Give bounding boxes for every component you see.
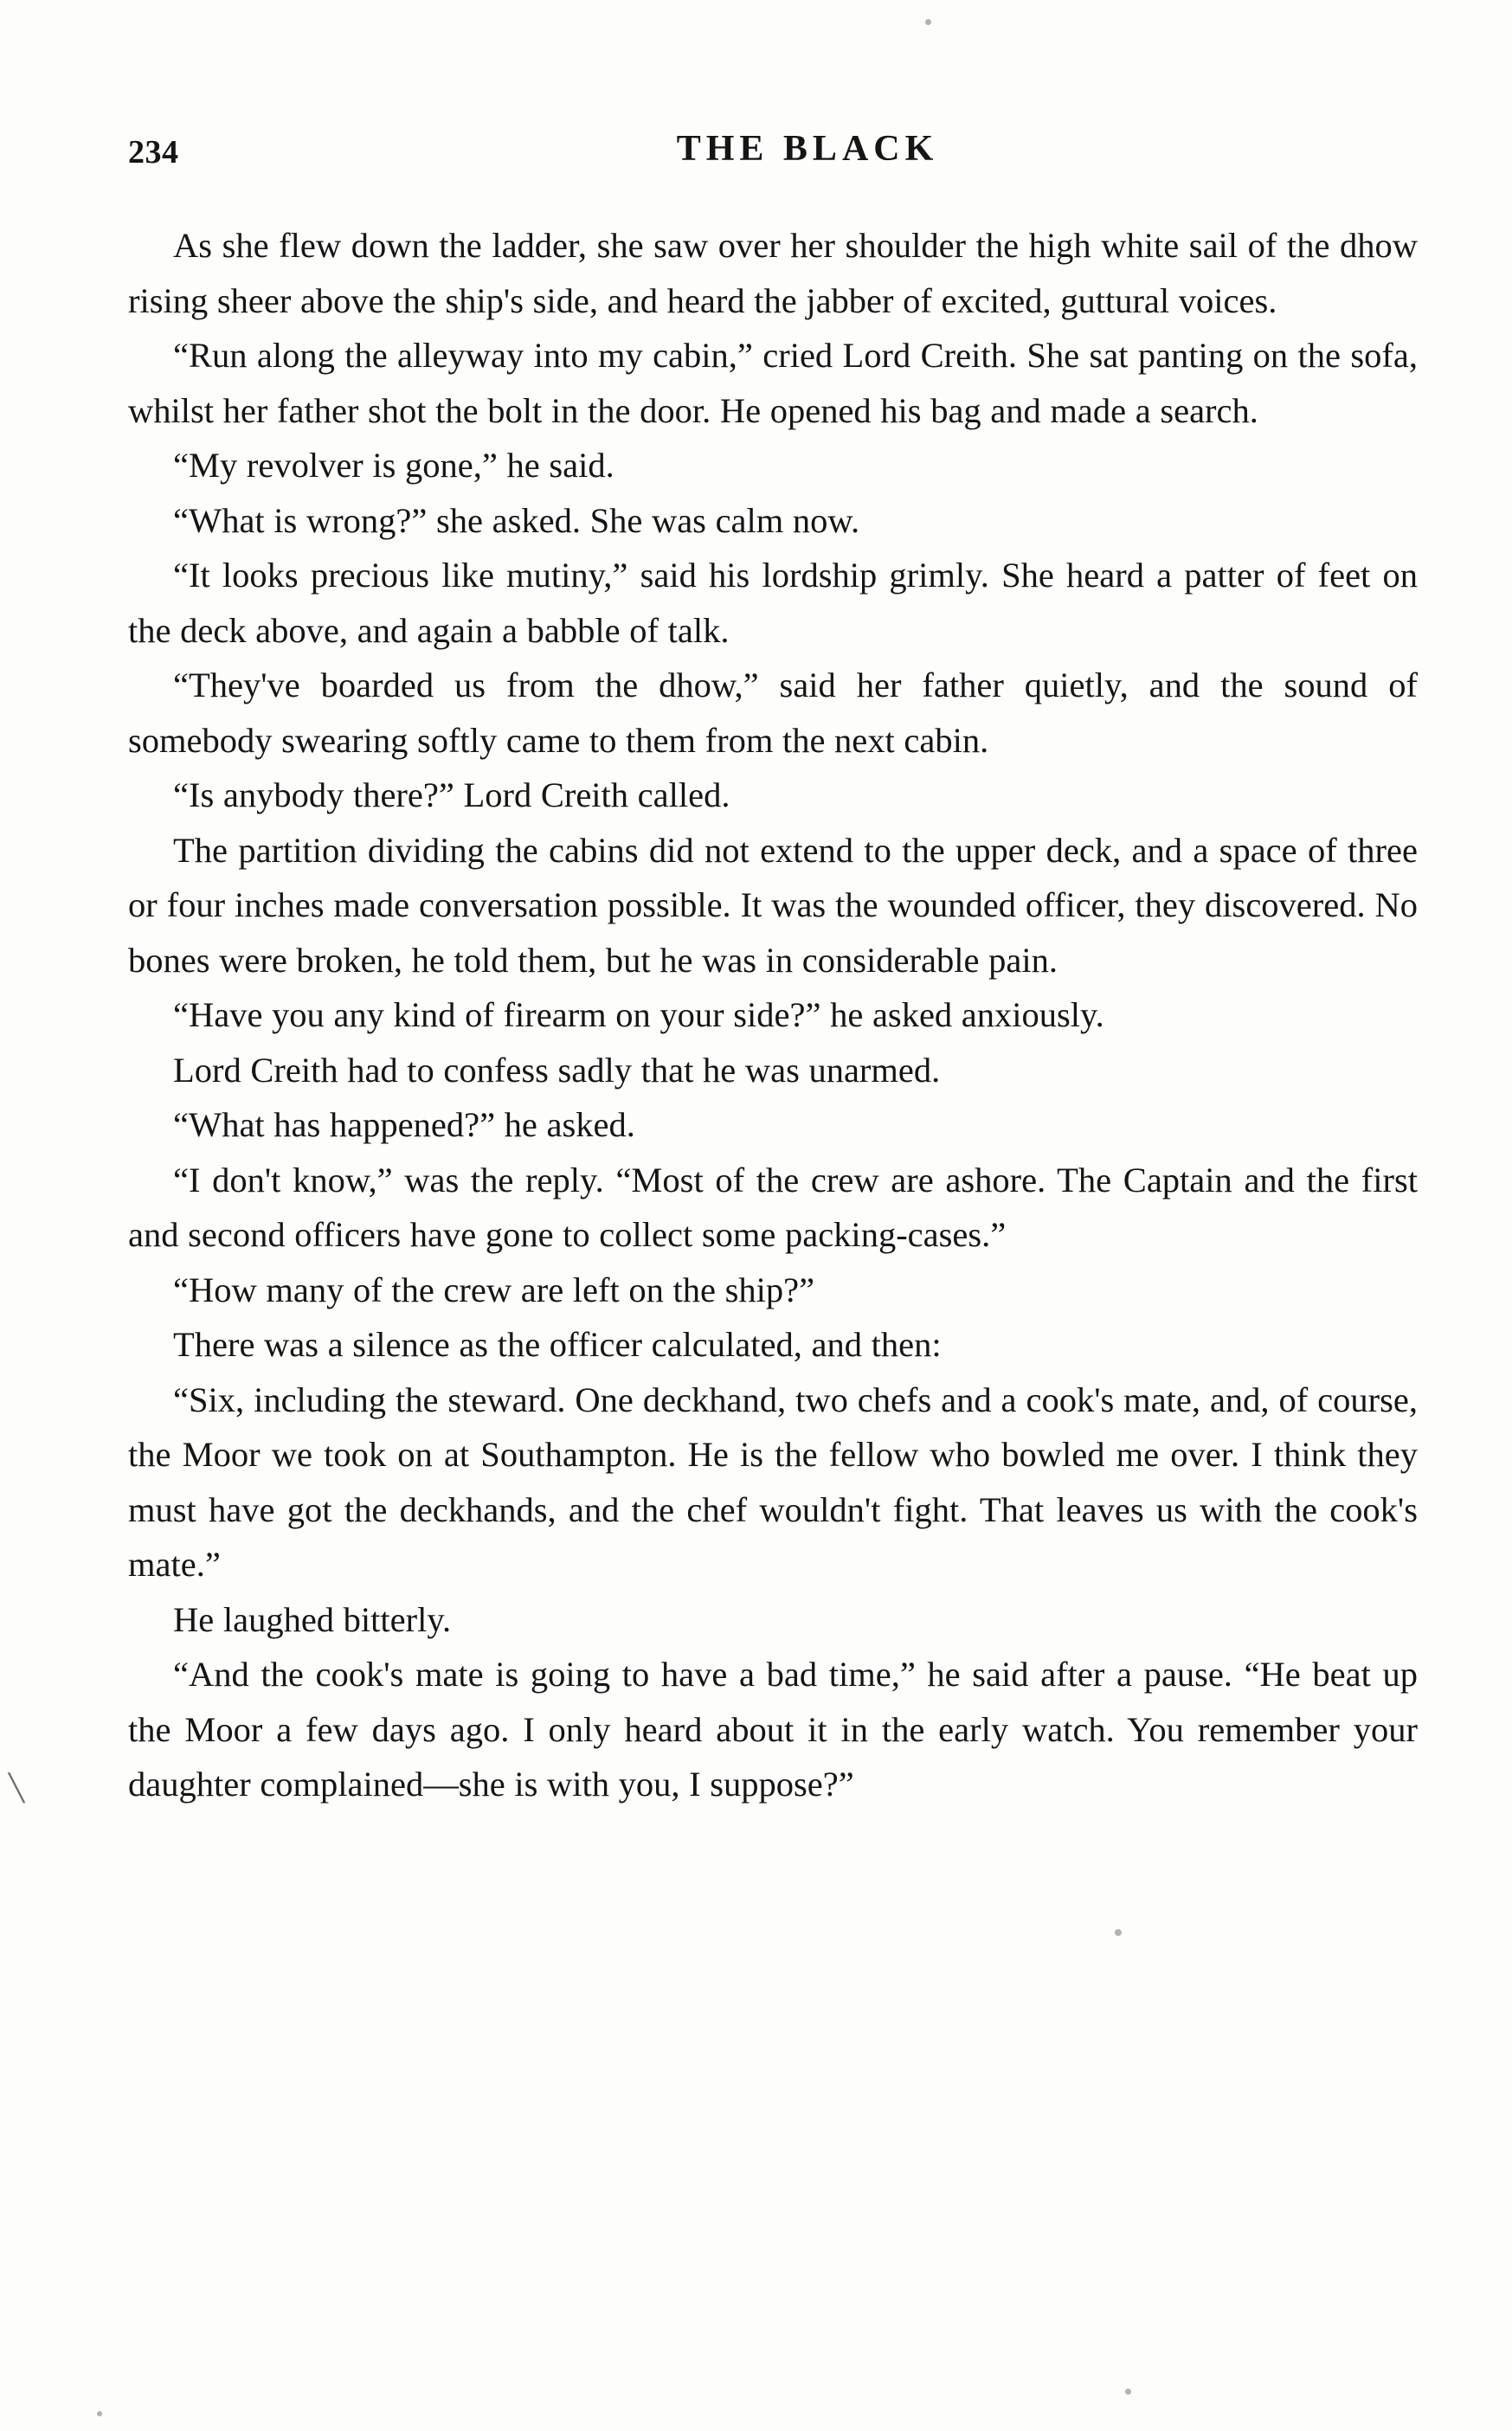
paragraph: “Have you any kind of firearm on your side?” he asked anxiously.	[173, 995, 1104, 1034]
page-speck	[97, 2411, 102, 2416]
margin-tick-mark: ╲	[9, 1774, 25, 1803]
paragraph: “Is anybody there?” Lord Creith called.	[173, 775, 730, 814]
paragraph: “How many of the crew are left on the ship?”	[173, 1270, 815, 1309]
paragraph: “And the cook's mate is going to have a bad time,” he said after a pause. “He beat up the Moor a few days ago. I only heard about it in the early watch. You remember your daughter complained—she is with you, I suppose?”	[128, 1655, 1418, 1804]
paragraph: “It looks precious like mutiny,” said his lordship grimly. She heard a patter of feet on the deck above, and again a babble of talk.	[128, 556, 1418, 650]
page-speck	[925, 19, 931, 25]
paragraph: Lord Creith had to confess sadly that he was unarmed.	[173, 1050, 941, 1090]
page-speck	[1125, 2389, 1131, 2395]
page-number: 234	[128, 134, 179, 170]
paragraph: He laughed bitterly.	[173, 1599, 452, 1639]
page-header	[128, 104, 1418, 187]
paragraph: “They've boarded us from the dhow,” said her father quietly, and the sound of somebody swearing softly came to them from the next cabin.	[128, 666, 1418, 760]
paragraph: There was a silence as the officer calculated, and then:	[173, 1325, 942, 1364]
paragraph: As she flew down the ladder, she saw over her shoulder the high white sail of the dhow rising sheer above the ship's side, and heard the jabber of excited, guttural voices.	[128, 226, 1418, 320]
running-head-title: THE BLACK	[676, 129, 939, 169]
paragraph: The partition dividing the cabins did not extend to the upper deck, and a space of three or four inches made conversation possible. It was the wounded officer, they discovered. No bones were broken, he told them, but he was in considerable pain.	[128, 830, 1418, 980]
page-speck	[1115, 1929, 1122, 1936]
paragraph: “What is wrong?” she asked. She was calm now.	[173, 500, 860, 540]
paragraph: “What has happened?” he asked.	[173, 1105, 635, 1144]
page-body	[128, 218, 1418, 1812]
paragraph: “I don't know,” was the reply. “Most of the crew are ashore. The Captain and the first and second officers have gone to collect some packing-cases.”	[128, 1160, 1418, 1254]
paragraph: “My revolver is gone,” he said.	[173, 446, 614, 485]
paragraph: “Six, including the steward. One deckhand, two chefs and a cook's mate, and, of course, the Moor we took on at Southampton. He is the fellow who bowled me over. I think they must have got the deckhands, and the chef wouldn't fight. That leaves us with the cook's mate.”	[128, 1379, 1418, 1584]
paragraph: “Run along the alleyway into my cabin,” cried Lord Creith. She sat panting on the sofa, whilst her father shot the bolt in the door. He opened his bag and made a search.	[128, 336, 1418, 430]
